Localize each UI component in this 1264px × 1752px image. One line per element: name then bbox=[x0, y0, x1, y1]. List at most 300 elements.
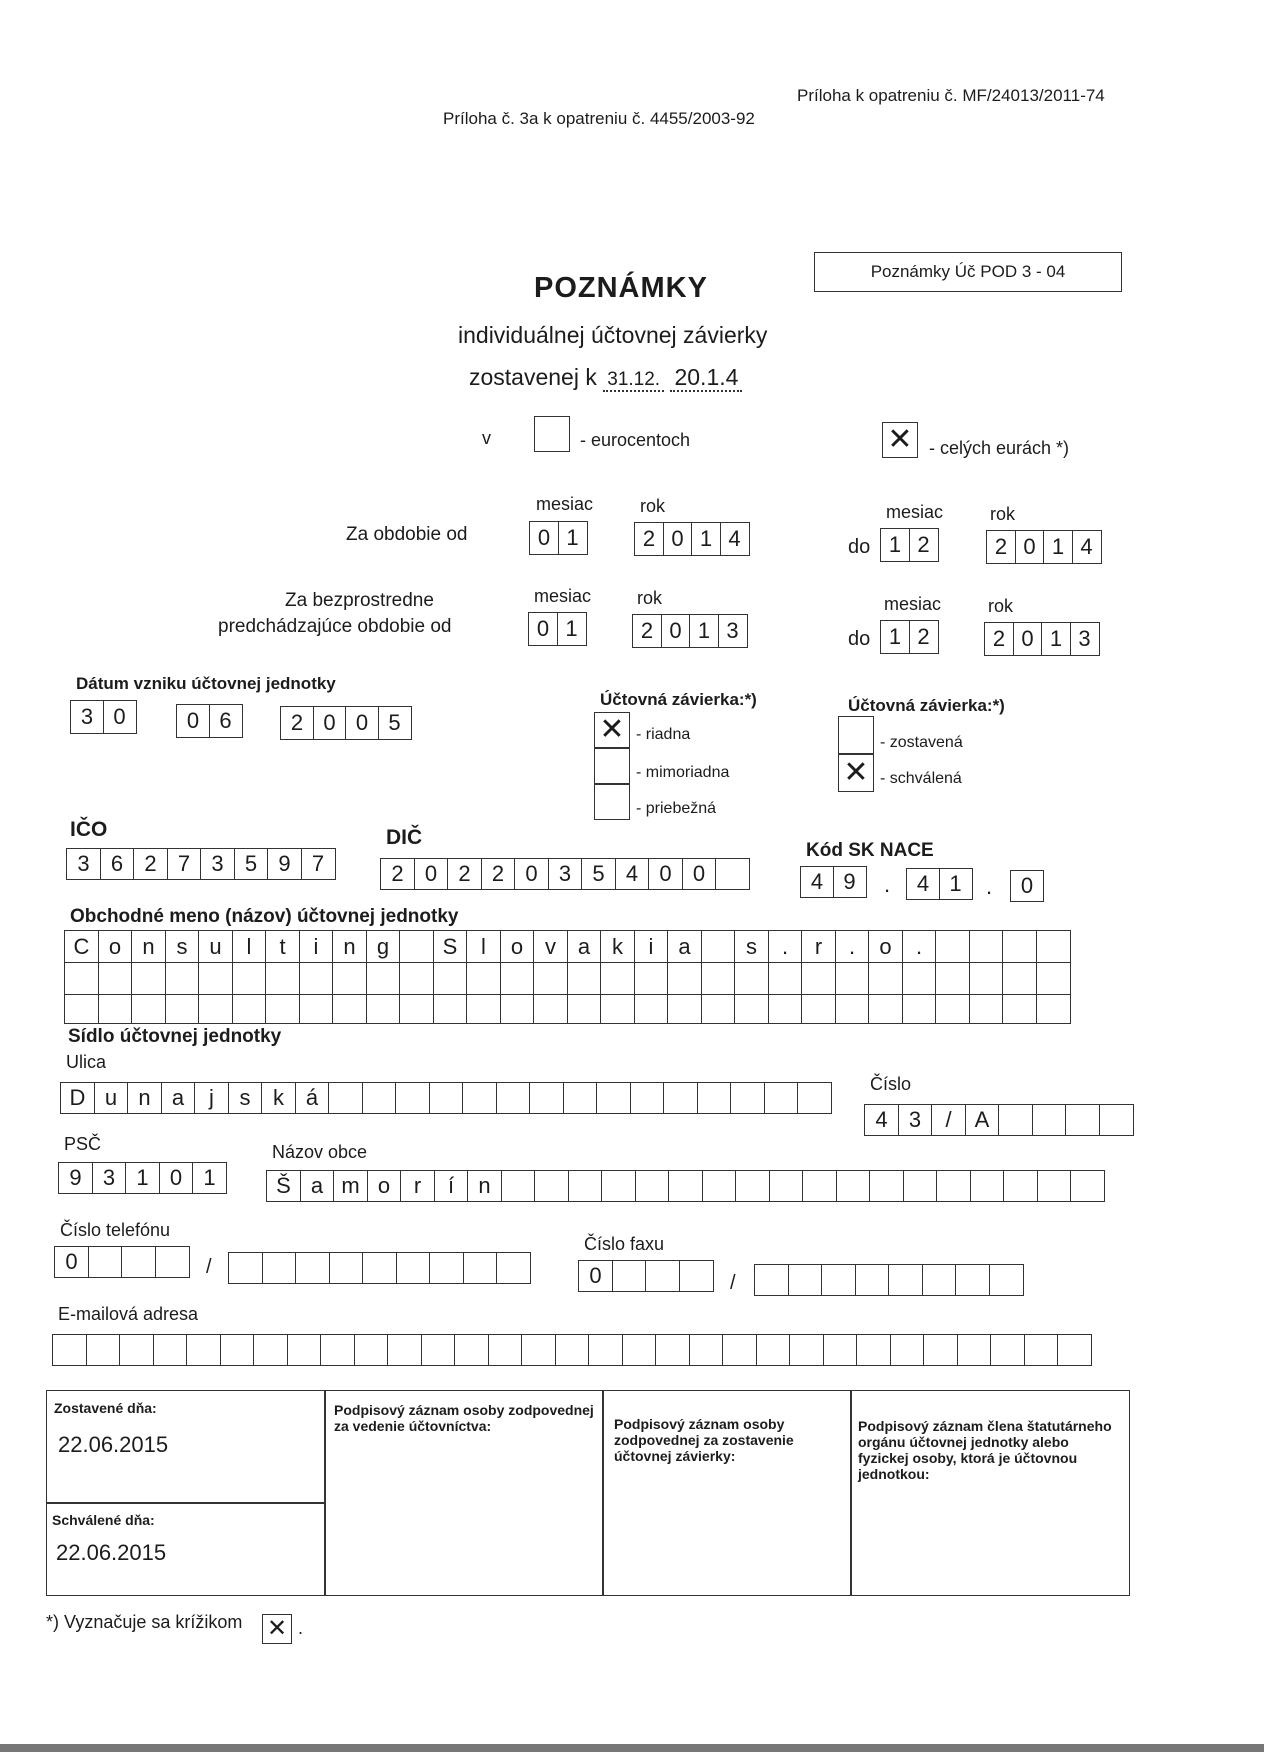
char-cell[interactable]: 2 bbox=[380, 858, 415, 890]
fax-prefix-field[interactable] bbox=[578, 1260, 714, 1292]
char-cell[interactable]: i bbox=[634, 930, 669, 964]
char-cell[interactable] bbox=[332, 962, 367, 996]
char-cell[interactable] bbox=[366, 962, 401, 996]
origin-year[interactable] bbox=[280, 706, 412, 740]
char-cell[interactable]: 3 bbox=[898, 1104, 933, 1136]
char-cell[interactable] bbox=[399, 994, 434, 1024]
char-cell[interactable] bbox=[396, 1252, 431, 1284]
char-cell[interactable] bbox=[155, 1246, 190, 1278]
char-cell[interactable]: 0 bbox=[345, 706, 379, 740]
char-cell[interactable] bbox=[1065, 1104, 1100, 1136]
char-cell[interactable]: o bbox=[500, 930, 535, 964]
prev-period-to-month[interactable] bbox=[880, 620, 939, 654]
char-cell[interactable] bbox=[98, 994, 133, 1024]
char-cell[interactable]: 0 bbox=[663, 522, 693, 556]
char-cell[interactable]: 1 bbox=[557, 612, 587, 646]
char-cell[interactable] bbox=[131, 962, 166, 996]
origin-month[interactable] bbox=[176, 704, 243, 738]
char-cell[interactable]: 0 bbox=[1010, 870, 1044, 902]
char-cell[interactable]: 0 bbox=[648, 858, 683, 890]
char-cell[interactable]: 0 bbox=[176, 704, 210, 738]
char-cell[interactable]: 3 bbox=[92, 1162, 127, 1194]
char-cell[interactable] bbox=[836, 1170, 871, 1202]
origin-day[interactable] bbox=[70, 700, 137, 734]
char-cell[interactable] bbox=[198, 994, 233, 1024]
char-cell[interactable]: S bbox=[433, 930, 468, 964]
char-cell[interactable]: . bbox=[768, 930, 803, 964]
char-cell[interactable]: 6 bbox=[209, 704, 243, 738]
char-cell[interactable]: n bbox=[332, 930, 367, 964]
char-cell[interactable] bbox=[856, 1334, 891, 1366]
char-cell[interactable] bbox=[262, 1252, 297, 1284]
char-cell[interactable] bbox=[890, 1334, 925, 1366]
char-cell[interactable]: 9 bbox=[833, 866, 867, 898]
char-cell[interactable]: r bbox=[400, 1170, 435, 1202]
char-cell[interactable]: a bbox=[567, 930, 602, 964]
char-cell[interactable] bbox=[902, 962, 937, 996]
char-cell[interactable]: D bbox=[60, 1082, 95, 1114]
char-cell[interactable] bbox=[121, 1246, 156, 1278]
char-cell[interactable]: a bbox=[667, 930, 702, 964]
char-cell[interactable] bbox=[835, 994, 870, 1024]
char-cell[interactable] bbox=[433, 962, 468, 996]
char-cell[interactable]: 4 bbox=[864, 1104, 899, 1136]
char-cell[interactable] bbox=[922, 1264, 957, 1296]
nace-part-b[interactable] bbox=[906, 868, 973, 900]
char-cell[interactable] bbox=[1099, 1104, 1134, 1136]
char-cell[interactable]: r bbox=[801, 930, 836, 964]
char-cell[interactable] bbox=[265, 962, 300, 996]
char-cell[interactable] bbox=[568, 1170, 603, 1202]
char-cell[interactable]: 0 bbox=[159, 1162, 194, 1194]
char-cell[interactable] bbox=[612, 1260, 647, 1292]
char-cell[interactable]: 1 bbox=[1043, 530, 1073, 564]
regular-checkbox[interactable]: ✕ bbox=[594, 712, 630, 748]
euros-checkbox[interactable]: ✕ bbox=[882, 422, 918, 458]
char-cell[interactable] bbox=[232, 962, 267, 996]
char-cell[interactable]: 0 bbox=[1013, 622, 1043, 656]
postal-code-field[interactable] bbox=[58, 1162, 227, 1194]
char-cell[interactable]: 4 bbox=[720, 522, 750, 556]
char-cell[interactable] bbox=[64, 994, 99, 1024]
char-cell[interactable] bbox=[165, 962, 200, 996]
char-cell[interactable] bbox=[466, 962, 501, 996]
char-cell[interactable]: 0 bbox=[529, 521, 559, 555]
char-cell[interactable]: 0 bbox=[414, 858, 449, 890]
char-cell[interactable] bbox=[667, 994, 702, 1024]
char-cell[interactable] bbox=[421, 1334, 456, 1366]
char-cell[interactable]: s bbox=[165, 930, 200, 964]
char-cell[interactable] bbox=[395, 1082, 430, 1114]
char-cell[interactable] bbox=[801, 994, 836, 1024]
prev-period-from-year[interactable] bbox=[632, 614, 748, 648]
char-cell[interactable]: a bbox=[300, 1170, 335, 1202]
char-cell[interactable]: 0 bbox=[661, 614, 691, 648]
char-cell[interactable] bbox=[768, 962, 803, 996]
char-cell[interactable]: 2 bbox=[984, 622, 1014, 656]
char-cell[interactable] bbox=[802, 1170, 837, 1202]
char-cell[interactable] bbox=[588, 1334, 623, 1366]
char-cell[interactable] bbox=[868, 994, 903, 1024]
char-cell[interactable] bbox=[496, 1252, 531, 1284]
char-cell[interactable]: í bbox=[434, 1170, 469, 1202]
char-cell[interactable] bbox=[1057, 1334, 1092, 1366]
char-cell[interactable] bbox=[567, 962, 602, 996]
char-cell[interactable] bbox=[387, 1334, 422, 1366]
company-name-row-2[interactable] bbox=[64, 962, 1071, 996]
char-cell[interactable] bbox=[287, 1334, 322, 1366]
char-cell[interactable]: l bbox=[232, 930, 267, 964]
char-cell[interactable] bbox=[768, 994, 803, 1024]
char-cell[interactable] bbox=[596, 1082, 631, 1114]
char-cell[interactable] bbox=[555, 1334, 590, 1366]
char-cell[interactable]: 7 bbox=[167, 848, 202, 880]
char-cell[interactable]: u bbox=[94, 1082, 129, 1114]
char-cell[interactable]: 0 bbox=[313, 706, 347, 740]
char-cell[interactable] bbox=[299, 962, 334, 996]
char-cell[interactable]: 5 bbox=[581, 858, 616, 890]
char-cell[interactable]: 6 bbox=[100, 848, 135, 880]
char-cell[interactable] bbox=[868, 962, 903, 996]
char-cell[interactable] bbox=[788, 1264, 823, 1296]
interim-checkbox[interactable] bbox=[594, 784, 630, 820]
char-cell[interactable] bbox=[433, 994, 468, 1024]
char-cell[interactable]: 1 bbox=[1041, 622, 1071, 656]
char-cell[interactable]: j bbox=[194, 1082, 229, 1114]
char-cell[interactable] bbox=[462, 1082, 497, 1114]
char-cell[interactable] bbox=[220, 1334, 255, 1366]
char-cell[interactable] bbox=[299, 994, 334, 1024]
char-cell[interactable]: 1 bbox=[691, 522, 721, 556]
char-cell[interactable] bbox=[869, 1170, 904, 1202]
char-cell[interactable] bbox=[679, 1260, 714, 1292]
char-cell[interactable]: o bbox=[868, 930, 903, 964]
char-cell[interactable] bbox=[645, 1260, 680, 1292]
char-cell[interactable] bbox=[969, 930, 1004, 964]
char-cell[interactable] bbox=[701, 930, 736, 964]
char-cell[interactable] bbox=[689, 1334, 724, 1366]
char-cell[interactable] bbox=[198, 962, 233, 996]
char-cell[interactable]: 0 bbox=[578, 1260, 613, 1292]
char-cell[interactable]: 3 bbox=[70, 700, 104, 734]
char-cell[interactable] bbox=[366, 994, 401, 1024]
char-cell[interactable] bbox=[667, 962, 702, 996]
char-cell[interactable]: C bbox=[64, 930, 99, 964]
compiled-checkbox[interactable] bbox=[838, 716, 874, 754]
char-cell[interactable] bbox=[1003, 1170, 1038, 1202]
char-cell[interactable] bbox=[990, 1334, 1025, 1366]
char-cell[interactable]: 5 bbox=[234, 848, 269, 880]
char-cell[interactable] bbox=[529, 1082, 564, 1114]
char-cell[interactable] bbox=[362, 1082, 397, 1114]
char-cell[interactable] bbox=[501, 1170, 536, 1202]
char-cell[interactable] bbox=[86, 1334, 121, 1366]
char-cell[interactable] bbox=[769, 1170, 804, 1202]
char-cell[interactable] bbox=[534, 1170, 569, 1202]
char-cell[interactable] bbox=[701, 994, 736, 1024]
char-cell[interactable]: 2 bbox=[909, 528, 939, 562]
char-cell[interactable]: 4 bbox=[615, 858, 650, 890]
char-cell[interactable] bbox=[801, 962, 836, 996]
phone-prefix-field[interactable] bbox=[54, 1246, 190, 1278]
char-cell[interactable]: 2 bbox=[986, 530, 1016, 564]
char-cell[interactable]: Š bbox=[266, 1170, 301, 1202]
char-cell[interactable] bbox=[500, 962, 535, 996]
char-cell[interactable] bbox=[722, 1334, 757, 1366]
char-cell[interactable]: 2 bbox=[280, 706, 314, 740]
char-cell[interactable]: g bbox=[366, 930, 401, 964]
char-cell[interactable]: t bbox=[265, 930, 300, 964]
char-cell[interactable]: k bbox=[261, 1082, 296, 1114]
char-cell[interactable]: 1 bbox=[192, 1162, 227, 1194]
street-field[interactable] bbox=[60, 1082, 832, 1114]
char-cell[interactable] bbox=[715, 858, 750, 890]
char-cell[interactable] bbox=[935, 930, 970, 964]
char-cell[interactable]: k bbox=[600, 930, 635, 964]
char-cell[interactable] bbox=[454, 1334, 489, 1366]
char-cell[interactable]: 2 bbox=[447, 858, 482, 890]
char-cell[interactable] bbox=[902, 994, 937, 1024]
char-cell[interactable]: 5 bbox=[378, 706, 412, 740]
char-cell[interactable] bbox=[320, 1334, 355, 1366]
prev-period-from-month[interactable] bbox=[528, 612, 587, 646]
char-cell[interactable] bbox=[563, 1082, 598, 1114]
char-cell[interactable] bbox=[533, 994, 568, 1024]
char-cell[interactable]: 4 bbox=[906, 868, 940, 900]
char-cell[interactable]: 1 bbox=[880, 528, 910, 562]
char-cell[interactable] bbox=[1037, 1170, 1072, 1202]
char-cell[interactable]: 2 bbox=[909, 620, 939, 654]
fax-number-field[interactable] bbox=[754, 1264, 1024, 1296]
char-cell[interactable] bbox=[186, 1334, 221, 1366]
char-cell[interactable] bbox=[634, 994, 669, 1024]
char-cell[interactable] bbox=[253, 1334, 288, 1366]
char-cell[interactable]: 2 bbox=[632, 614, 662, 648]
char-cell[interactable] bbox=[701, 962, 736, 996]
char-cell[interactable] bbox=[399, 930, 434, 964]
char-cell[interactable]: 0 bbox=[528, 612, 558, 646]
char-cell[interactable] bbox=[463, 1252, 498, 1284]
char-cell[interactable]: á bbox=[295, 1082, 330, 1114]
char-cell[interactable] bbox=[735, 1170, 770, 1202]
char-cell[interactable] bbox=[969, 994, 1004, 1024]
compiled-on-date[interactable]: 22.06.2015 bbox=[58, 1432, 169, 1457]
char-cell[interactable]: 0 bbox=[54, 1246, 89, 1278]
char-cell[interactable] bbox=[98, 962, 133, 996]
char-cell[interactable]: i bbox=[299, 930, 334, 964]
char-cell[interactable] bbox=[496, 1082, 531, 1114]
char-cell[interactable] bbox=[1070, 1170, 1105, 1202]
char-cell[interactable]: . bbox=[835, 930, 870, 964]
eurocents-checkbox[interactable] bbox=[534, 416, 570, 452]
char-cell[interactable] bbox=[969, 962, 1004, 996]
char-cell[interactable] bbox=[730, 1082, 765, 1114]
char-cell[interactable] bbox=[821, 1264, 856, 1296]
char-cell[interactable] bbox=[88, 1246, 123, 1278]
company-name-row-3[interactable] bbox=[64, 994, 1071, 1024]
char-cell[interactable] bbox=[567, 994, 602, 1024]
char-cell[interactable]: u bbox=[198, 930, 233, 964]
char-cell[interactable]: A bbox=[965, 1104, 1000, 1136]
char-cell[interactable]: / bbox=[931, 1104, 966, 1136]
char-cell[interactable] bbox=[622, 1334, 657, 1366]
char-cell[interactable]: 1 bbox=[558, 521, 588, 555]
char-cell[interactable] bbox=[823, 1334, 858, 1366]
city-field[interactable] bbox=[266, 1170, 1105, 1202]
char-cell[interactable] bbox=[998, 1104, 1033, 1136]
house-number-field[interactable] bbox=[864, 1104, 1134, 1136]
char-cell[interactable] bbox=[888, 1264, 923, 1296]
char-cell[interactable] bbox=[1002, 962, 1037, 996]
char-cell[interactable] bbox=[655, 1334, 690, 1366]
char-cell[interactable] bbox=[500, 994, 535, 1024]
char-cell[interactable]: 3 bbox=[548, 858, 583, 890]
char-cell[interactable]: 3 bbox=[718, 614, 748, 648]
dic-digits[interactable] bbox=[380, 858, 750, 890]
char-cell[interactable]: 0 bbox=[514, 858, 549, 890]
char-cell[interactable]: 3 bbox=[200, 848, 235, 880]
char-cell[interactable]: n bbox=[467, 1170, 502, 1202]
char-cell[interactable]: 1 bbox=[939, 868, 973, 900]
char-cell[interactable] bbox=[734, 962, 769, 996]
char-cell[interactable] bbox=[702, 1170, 737, 1202]
char-cell[interactable] bbox=[354, 1334, 389, 1366]
period-from-year[interactable] bbox=[634, 522, 750, 556]
char-cell[interactable] bbox=[935, 962, 970, 996]
company-name-row-1[interactable] bbox=[64, 930, 1071, 964]
char-cell[interactable] bbox=[634, 962, 669, 996]
char-cell[interactable] bbox=[957, 1334, 992, 1366]
char-cell[interactable]: n bbox=[131, 930, 166, 964]
char-cell[interactable]: 3 bbox=[66, 848, 101, 880]
char-cell[interactable]: 4 bbox=[800, 866, 834, 898]
char-cell[interactable]: 7 bbox=[301, 848, 336, 880]
char-cell[interactable]: 0 bbox=[103, 700, 137, 734]
approved-on-date[interactable]: 22.06.2015 bbox=[56, 1540, 167, 1565]
char-cell[interactable] bbox=[119, 1334, 154, 1366]
char-cell[interactable] bbox=[1002, 994, 1037, 1024]
ico-digits[interactable] bbox=[66, 848, 336, 880]
char-cell[interactable]: 2 bbox=[481, 858, 516, 890]
char-cell[interactable] bbox=[1032, 1104, 1067, 1136]
char-cell[interactable] bbox=[429, 1082, 464, 1114]
char-cell[interactable]: 9 bbox=[267, 848, 302, 880]
char-cell[interactable] bbox=[697, 1082, 732, 1114]
char-cell[interactable]: 0 bbox=[682, 858, 717, 890]
nace-part-a[interactable] bbox=[800, 866, 867, 898]
char-cell[interactable] bbox=[601, 1170, 636, 1202]
char-cell[interactable] bbox=[362, 1252, 397, 1284]
char-cell[interactable] bbox=[265, 994, 300, 1024]
char-cell[interactable] bbox=[329, 1252, 364, 1284]
char-cell[interactable] bbox=[989, 1264, 1024, 1296]
char-cell[interactable]: 0 bbox=[1015, 530, 1045, 564]
char-cell[interactable] bbox=[955, 1264, 990, 1296]
char-cell[interactable] bbox=[153, 1334, 188, 1366]
char-cell[interactable] bbox=[970, 1170, 1005, 1202]
char-cell[interactable] bbox=[64, 962, 99, 996]
char-cell[interactable]: o bbox=[367, 1170, 402, 1202]
char-cell[interactable]: . bbox=[902, 930, 937, 964]
char-cell[interactable] bbox=[754, 1264, 789, 1296]
char-cell[interactable]: 3 bbox=[1070, 622, 1100, 656]
char-cell[interactable] bbox=[855, 1264, 890, 1296]
char-cell[interactable]: 4 bbox=[1072, 530, 1102, 564]
char-cell[interactable]: l bbox=[466, 930, 501, 964]
char-cell[interactable] bbox=[935, 994, 970, 1024]
char-cell[interactable] bbox=[1036, 994, 1071, 1024]
char-cell[interactable]: 1 bbox=[880, 620, 910, 654]
char-cell[interactable] bbox=[789, 1334, 824, 1366]
period-to-month[interactable] bbox=[880, 528, 939, 562]
char-cell[interactable]: a bbox=[161, 1082, 196, 1114]
char-cell[interactable] bbox=[635, 1170, 670, 1202]
char-cell[interactable]: 2 bbox=[634, 522, 664, 556]
char-cell[interactable] bbox=[600, 962, 635, 996]
char-cell[interactable]: m bbox=[333, 1170, 368, 1202]
char-cell[interactable] bbox=[533, 962, 568, 996]
approved-checkbox[interactable]: ✕ bbox=[838, 754, 874, 792]
char-cell[interactable] bbox=[903, 1170, 938, 1202]
char-cell[interactable] bbox=[466, 994, 501, 1024]
char-cell[interactable]: s bbox=[228, 1082, 263, 1114]
char-cell[interactable] bbox=[232, 994, 267, 1024]
char-cell[interactable] bbox=[295, 1252, 330, 1284]
char-cell[interactable] bbox=[923, 1334, 958, 1366]
period-to-year[interactable] bbox=[986, 530, 1102, 564]
char-cell[interactable] bbox=[488, 1334, 523, 1366]
char-cell[interactable] bbox=[332, 994, 367, 1024]
char-cell[interactable] bbox=[165, 994, 200, 1024]
char-cell[interactable]: 1 bbox=[689, 614, 719, 648]
char-cell[interactable] bbox=[756, 1334, 791, 1366]
char-cell[interactable] bbox=[521, 1334, 556, 1366]
char-cell[interactable] bbox=[663, 1082, 698, 1114]
char-cell[interactable] bbox=[1002, 930, 1037, 964]
char-cell[interactable] bbox=[429, 1252, 464, 1284]
char-cell[interactable]: s bbox=[734, 930, 769, 964]
char-cell[interactable]: 9 bbox=[58, 1162, 93, 1194]
char-cell[interactable] bbox=[764, 1082, 799, 1114]
char-cell[interactable] bbox=[668, 1170, 703, 1202]
char-cell[interactable]: 2 bbox=[133, 848, 168, 880]
char-cell[interactable] bbox=[1036, 962, 1071, 996]
char-cell[interactable] bbox=[131, 994, 166, 1024]
char-cell[interactable] bbox=[399, 962, 434, 996]
char-cell[interactable] bbox=[734, 994, 769, 1024]
char-cell[interactable] bbox=[52, 1334, 87, 1366]
char-cell[interactable] bbox=[936, 1170, 971, 1202]
email-field[interactable] bbox=[52, 1334, 1092, 1366]
char-cell[interactable] bbox=[228, 1252, 263, 1284]
char-cell[interactable] bbox=[600, 994, 635, 1024]
char-cell[interactable] bbox=[328, 1082, 363, 1114]
char-cell[interactable] bbox=[1024, 1334, 1059, 1366]
char-cell[interactable] bbox=[630, 1082, 665, 1114]
char-cell[interactable] bbox=[797, 1082, 832, 1114]
prev-period-to-year[interactable] bbox=[984, 622, 1100, 656]
nace-part-c[interactable] bbox=[1010, 870, 1044, 902]
char-cell[interactable]: o bbox=[98, 930, 133, 964]
char-cell[interactable]: n bbox=[127, 1082, 162, 1114]
char-cell[interactable] bbox=[835, 962, 870, 996]
char-cell[interactable]: 1 bbox=[125, 1162, 160, 1194]
period-from-month[interactable] bbox=[529, 521, 588, 555]
extraordinary-checkbox[interactable] bbox=[594, 748, 630, 784]
char-cell[interactable] bbox=[1036, 930, 1071, 964]
phone-number-field[interactable] bbox=[228, 1252, 531, 1284]
char-cell[interactable]: v bbox=[533, 930, 568, 964]
